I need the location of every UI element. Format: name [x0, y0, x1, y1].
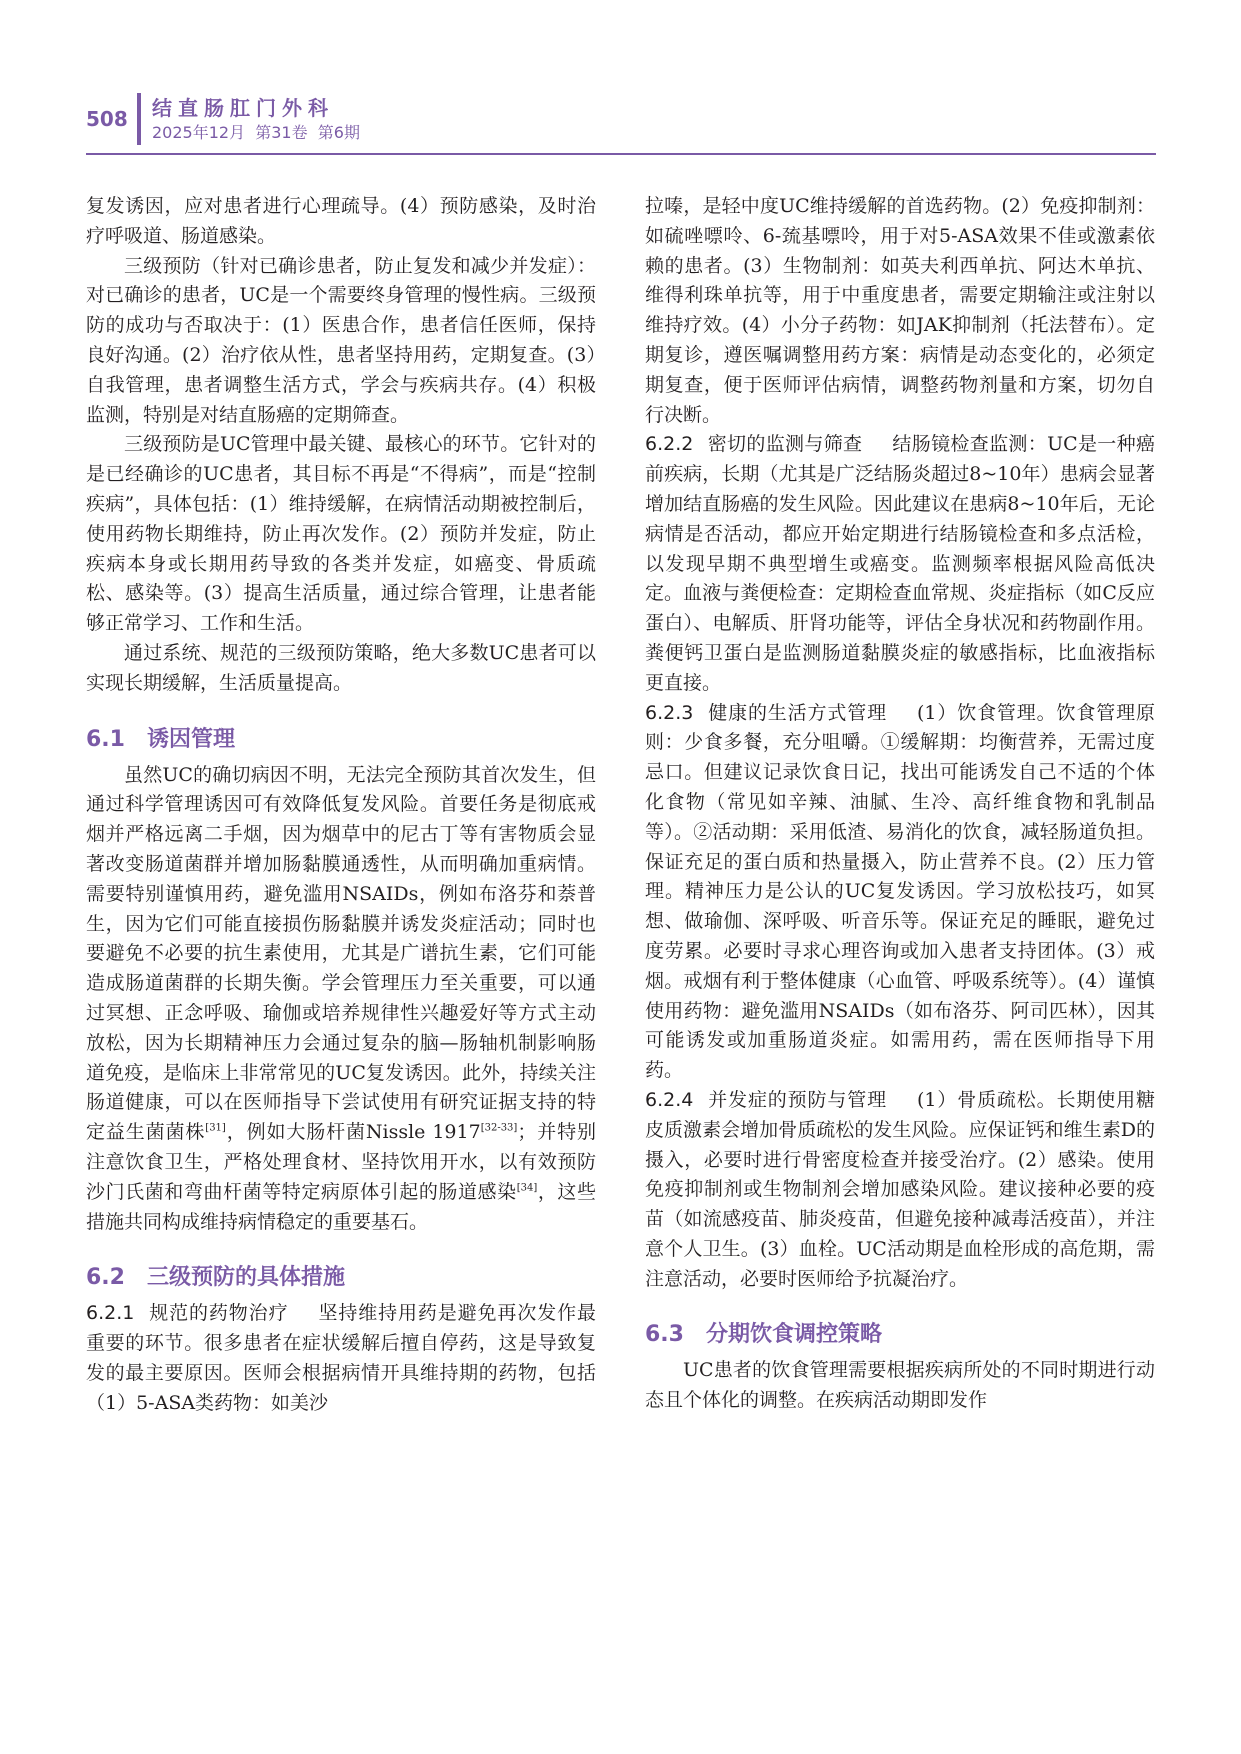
header-rule	[86, 153, 1156, 155]
paragraph-text: 坚持维持用药是避免再次发作最重要的环节。很多患者在症状缓解后擅自停药，这是导致复发的最主要原因。医师会根据病情开具维持期的药物，包括（1）5-ASA类药物：如美沙	[86, 1302, 596, 1414]
subsection-heading-6-2-3	[645, 702, 917, 724]
subsection-heading-6-2-4	[645, 1089, 917, 1111]
section-heading-6-1	[86, 725, 596, 755]
paragraph-text: 结肠镜检查监测：UC是一种癌前疾病，长期（尤其是广泛结肠炎超过8~10年）患病会显著增加结直肠癌的发生风险。因此建议在患病8~10年后，无论病情是否活动，都应开始定期进行结肠镜检查和多点活检，以发现早期不典型增生或癌变。监测频率根据风险高低决定。血液与粪便检查：定期检查血常规、炎症指标（如C反应蛋白）、电解质、肝肾功能等，评估全身状况和药物副作用。粪便钙卫蛋白是监测肠道黏膜炎症的敏感指标，比血液指标更直接。	[645, 433, 1155, 694]
section-heading-6-2	[86, 1263, 596, 1293]
paragraph-text: ，这些措施共同构成维持病情稳定的重要基石。	[86, 1180, 596, 1233]
subsection-number: 6.2.4	[645, 1088, 694, 1111]
page-number: 508	[86, 107, 128, 131]
subsection-title: 并发症的预防与管理	[707, 1088, 887, 1111]
paragraph: 通过系统、规范的三级预防策略，绝大多数UC患者可以实现长期缓解，生活质量提高。	[86, 641, 596, 694]
left-column	[86, 192, 596, 1418]
subsection-number: 6.2.1	[86, 1302, 135, 1325]
subsection-title: 密切的监测与筛查	[707, 433, 863, 456]
subsection-heading-6-2-1	[86, 1302, 318, 1324]
section-number: 6.1	[86, 726, 125, 752]
paragraph	[645, 699, 1155, 1086]
right-column	[645, 192, 1155, 1416]
paragraph: 复发诱因，应对患者进行心理疏导。(4）预防感染，及时治疗呼吸道、肠道感染。	[86, 195, 596, 247]
header-divider-bar	[137, 93, 141, 145]
citation-ref[interactable]: [34]	[516, 1182, 538, 1194]
paragraph-text: (1）骨质疏松。长期使用糖皮质激素会增加骨质疏松的发生风险。应保证钙和维生素D的摄入，必要时进行骨密度检查并接受治疗。(2）感染。使用免疫抑制剂或生物制剂会增加感染风险。建议接种必要的疫苗（如流感疫苗、肺炎疫苗，但避免接种减毒活疫苗），并注意个人卫生。(3）血栓。UC活动期是血栓形成的高危期，需注意活动，必要时医师给予抗凝治疗。	[645, 1088, 1155, 1290]
section-heading-6-3	[645, 1320, 1155, 1350]
paragraph: 三级预防是UC管理中最关键、最核心的环节。它针对的是已经确诊的UC患者，其目标不再是“不得病”，而是“控制疾病”，具体包括：(1）维持缓解，在病情活动期被控制后，使用药物长期维持，防止再次发作。(2）预防并发症，防止疾病本身或长期用药导致的各类并发症，如癌变、骨质疏松、感染等。(3）提高生活质量，通过综合管理，让患者能够正常学习、工作和生活。	[86, 433, 596, 635]
paragraph: 三级预防（针对已确诊患者，防止复发和减少并发症）：对已确诊的患者，UC是一个需要终身管理的慢性病。三级预防的成功与否取决于：(1）医患合作，患者信任医师，保持良好沟通。(2）治疗依从性，患者坚持用药，定期复查。(3）自我管理，患者调整生活方式，学会与疾病共存。(4）积极监测，特别是对结直肠癌的定期筛查。	[86, 254, 596, 426]
paragraph: UC患者的饮食管理需要根据疾病所处的不同时期进行动态且个体化的调整。在疾病活动期即发作	[645, 1359, 1155, 1412]
citation-ref[interactable]: [31]	[205, 1122, 226, 1134]
paragraph-text: (1）饮食管理。饮食管理原则：少食多餐，充分咀嚼。①缓解期：均衡营养，无需过度忌口。但建议记录饮食日记，找出可能诱发自己不适的个体化食物（常见如辛辣、油腻、生冷、高纤维食物和乳制品等）。②活动期：采用低渣、易消化的饮食，减轻肠道负担。保证充足的蛋白质和热量摄入，防止营养不良。(2）压力管理。精神压力是公认的UC复发诱因。学习放松技巧，如冥想、做瑜伽、深呼吸、听音乐等。保证充足的睡眠，避免过度劳累。必要时寻求心理咨询或加入患者支持团体。(3）戒烟。戒烟有利于整体健康（心血管、呼吸系统等）。(4）谨慎使用药物：避免滥用NSAIDs（如布洛芬、阿司匹林），因其可能诱发或加重肠道炎症。如需用药，需在医师指导下用药。	[645, 701, 1155, 1082]
journal-name: 结直肠肛门外科	[152, 96, 334, 120]
subsection-number: 6.2.3	[645, 701, 694, 724]
section-number: 6.2	[86, 1265, 125, 1291]
subsection-number: 6.2.2	[645, 433, 694, 456]
journal-issue: 2025年12月 第31卷 第6期	[152, 123, 360, 142]
paragraph-text: 虽然UC的确切病因不明，无法完全预防其首次发生，但通过科学管理诱因可有效降低复发风险。首要任务是彻底戒烟并严格远离二手烟，因为烟草中的尼古丁等有害物质会显著改变肠道菌群并增加肠黏膜通透性，从而明确加重病情。需要特别谨慎用药，避免滥用NSAIDs，例如布洛芬和萘普生，因为它们可能直接损伤肠黏膜并诱发炎症活动；同时也要避免不必要的抗生素使用，尤其是广谱抗生素，它们可能造成肠道菌群的长期失衡。学会管理压力至关重要，可以通过冥想、正念呼吸、瑜伽或培养规律性兴趣爱好等方式主动放松，因为长期精神压力会通过复杂的脑—肠轴机制影响肠道免疫，是临床上非常常见的UC复发诱因。此外，持续关注肠道健康，可以在医师指导下尝试使用有研究证据支持的特定益生菌菌株	[86, 763, 596, 1144]
paragraph	[645, 430, 1155, 698]
section-title: 分期饮食调控策略	[705, 1322, 882, 1348]
paragraph-text: ；并特别注意饮食卫生，严格处理食材、坚持饮用开水，以有效预防沙门氏菌和弯曲杆菌等特定病原体引起的肠道感染	[86, 1121, 596, 1203]
section-number: 6.3	[645, 1322, 684, 1348]
subsection-title: 规范的药物治疗	[148, 1302, 289, 1325]
citation-ref[interactable]: [32-33]	[480, 1122, 518, 1134]
paragraph-text: ，例如大肠杆菌Nissle 1917	[225, 1121, 481, 1144]
subsection-heading-6-2-2	[645, 433, 892, 455]
paragraph	[86, 1299, 596, 1418]
section-title: 三级预防的具体措施	[146, 1265, 345, 1291]
section-title: 诱因管理	[146, 726, 235, 752]
paragraph	[645, 1086, 1155, 1295]
subsection-title: 健康的生活方式管理	[707, 701, 887, 724]
paragraph: 拉嗪，是轻中度UC维持缓解的首选药物。(2）免疫抑制剂：如硫唑嘌呤、6-巯基嘌呤，用于对5-ASA效果不佳或激素依赖的患者。(3）生物制剂：如英夫利西单抗、阿达木单抗、维得利珠单抗等，用于中重度患者，需要定期输注或注射以维持疗效。(4）小分子药物：如JAK抑制剂（托法替布）。定期复诊，遵医嘱调整用药方案：病情是动态变化的，必须定期复查，便于医师评估病情，调整药物剂量和方案，切勿自行决断。	[645, 195, 1155, 426]
paragraph	[86, 761, 596, 1238]
